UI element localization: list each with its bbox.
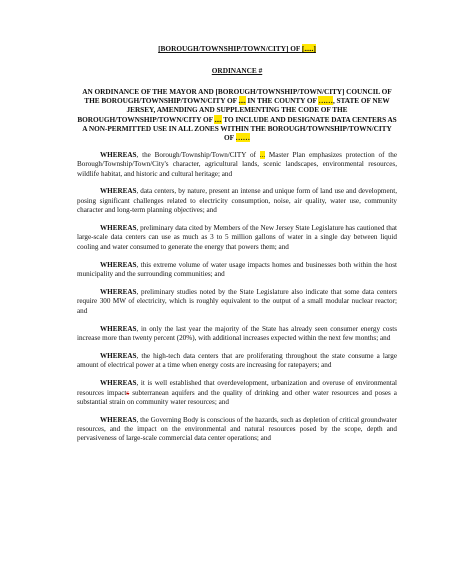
paragraph-text: , preliminary studies noted by the State Legislature also indicate that some data centers require 300 MW of electricity, which is roughly equivalent to the output of a small modular nuclear reactor; and [77, 287, 397, 315]
paragraph-text: , the Borough/Township/Town/CITY of [136, 150, 260, 159]
whereas-paragraph [77, 224, 397, 252]
document-title [77, 44, 397, 53]
preamble-highlight-1: .... [238, 96, 246, 106]
title-text: [BOROUGH/TOWNSHIP/TOWN/CITY] OF [158, 44, 302, 53]
paragraph-text: , data centers, by nature, present an intense and unique form of land use and development, posing significant challenges related to electricity consumption, noise, air quality, water use, community character and long-term planning objectives; and [77, 187, 397, 215]
paragraph-text: Master Plan emphasizes protection of the Borough/Township/Town/City's character, agricultural lands, scenic landscapes, environmental resources, wildlife habitat, and historic and cultural heritage; and [77, 150, 397, 178]
title-placeholder-highlight: [.....] [301, 44, 316, 53]
preamble-highlight-2: …… [318, 96, 333, 106]
whereas-paragraph [77, 416, 397, 444]
whereas-paragraph [77, 151, 397, 179]
whereas-label: WHEREAS [100, 379, 137, 388]
whereas-paragraph [77, 352, 397, 371]
preamble-text-2: IN THE COUNTY OF [245, 96, 319, 106]
whereas-paragraph [77, 325, 397, 344]
whereas-label: WHEREAS [100, 351, 137, 360]
paragraph-highlight: ... [259, 150, 266, 159]
preamble-highlight-3: .... [214, 114, 222, 124]
whereas-label: WHEREAS [100, 224, 137, 233]
whereas-label: WHEREAS [100, 187, 137, 196]
tracked-deletion: s [126, 388, 130, 397]
paragraph-text: subterranean aquifers and the quality of drinking and other water resources and poses a substantial strain on community water resources; and [77, 388, 397, 406]
ordinance-number: ORDINANCE # [211, 66, 263, 75]
whereas-paragraph [77, 187, 397, 215]
whereas-paragraph [77, 288, 397, 316]
whereas-paragraph [77, 379, 397, 407]
preamble-text-3: , STATE OF NEW JERSEY, AMENDING AND SUPPLEMENTING THE CODE OF THE BOROUGH/TOWNSHIP/TOWN/CITY OF [77, 96, 390, 124]
whereas-label: WHEREAS [100, 260, 137, 269]
preamble-highlight-4: …… [235, 133, 251, 143]
whereas-label: WHEREAS [100, 324, 137, 333]
whereas-paragraph [77, 261, 397, 280]
paragraph-text: , the high-tech data centers that are proliferating throughout the state consume a large amount of electrical power at a time when energy costs are increasing for ratepayers; and [77, 351, 397, 370]
whereas-label: WHEREAS [100, 150, 137, 159]
preamble-text-4: TO INCLUDE AND DESIGNATE DATA CENTERS AS A NON-PERMITTED USE IN ALL ZONES WITHIN THE BOROUGH/TOWNSHIP/TOWN/CITY OF [82, 114, 397, 143]
preamble-text-1: AN ORDINANCE OF THE MAYOR AND [BOROUGH/TOWNSHIP/TOWN/CITY] COUNCIL OF THE BOROUGH/TOWNSHIP/TOWN/CITY OF [82, 87, 392, 106]
paragraph-text: , this extreme volume of water usage impacts homes and businesses both within the host municipality and the surrounding communities; and [77, 260, 397, 279]
whereas-label: WHEREAS [100, 287, 137, 296]
paragraph-text: , in only the last year the majority of the State has already seen consumer energy costs increase more than twenty percent (20%), with additional increases expected within the next few months; and [77, 324, 397, 342]
paragraph-text: , the Governing Body is conscious of the hazards, such as depletion of critical groundwater resources, and the impact on the environmental and natural resources posed by the scope, depth and pervasiveness of large-scale commercial data center operations; and [77, 415, 397, 443]
ordinance-preamble [77, 87, 397, 142]
paragraph-text: , it is well established that overdevelopment, urbanization and overuse of environmental resources impact [77, 379, 397, 397]
paragraph-text: , preliminary data cited by Members of the New Jersey State Legislature has cautioned that large-scale data centers can use as much as 3 to 5 million gallons of water in a single day between liquid cooling and water consumed to generate the energy that powers them; and [77, 224, 397, 251]
whereas-label: WHEREAS [100, 415, 137, 424]
